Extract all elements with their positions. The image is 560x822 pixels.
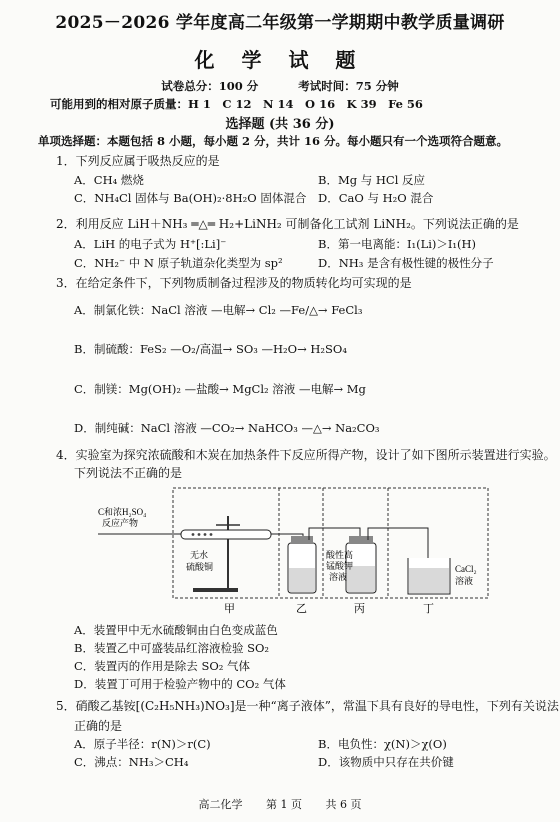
- footer-total: 共 6 页: [325, 798, 362, 811]
- q4-option-c: C．装置丙的作用是除去 SO₂ 气体: [74, 659, 251, 673]
- label-kmno4: 酸性高: [326, 550, 354, 560]
- label-jia: 甲: [224, 603, 235, 615]
- q5-stem: 5．硝酸乙基铵[(C₂H₅NH₃)NO₃]是一种“离子液体”，常温下具有良好的导电性，下列有关说法: [56, 699, 559, 713]
- q1-option-c: C．NH₄Cl 固体与 Ba(OH)₂·8H₂O 固体混合: [74, 191, 307, 205]
- q3-option-a: A．制氯化铁：NaCl 溶液 —电解→ Cl₂ —Fe/△→ FeCl₃: [74, 303, 363, 317]
- section-title: 选择题 (共 36 分): [225, 117, 335, 132]
- exam-meta: [0, 78, 560, 94]
- q4-stem: 4．实验室为探究浓硫酸和木炭在加热条件下反应所得产物，设计了如下图所示装置进行实验。: [56, 448, 556, 462]
- stopper-yi: [291, 536, 313, 544]
- label-kmno4-2: 锰酸钾: [326, 561, 354, 571]
- q3-stem: 3．在给定条件下，下列物质制备过程涉及的物质转化均可实现的是: [56, 276, 412, 290]
- label-cacl2: CaCl₂: [455, 564, 477, 574]
- q5-option-d: D．该物质中只存在共价键: [318, 755, 454, 769]
- q1-option-d: D．CaO 与 H₂O 混合: [318, 191, 434, 205]
- label-yi: 乙: [296, 603, 307, 615]
- exam-time: 考试时间：75 分钟: [298, 79, 399, 93]
- atomic-masses: 可能用到的相对原子质量：H 1 C 12 N 14 O 16 K 39 Fe 56: [50, 97, 423, 111]
- q2-option-a: A．LiH 的电子式为 H⁺[:Li]⁻: [74, 237, 227, 251]
- drying-tube: [181, 530, 271, 539]
- q2-stem: 2．利用反应 LiH＋NH₃ ═△═ H₂+LiNH₂ 可制备化工试剂 LiNH₂。下列说法正确的是: [56, 217, 519, 231]
- label-ding: 丁: [423, 603, 434, 615]
- stand-base: [193, 588, 238, 592]
- q3-option-b: B．制硫酸：FeS₂ —O₂/高温→ SO₃ —H₂O→ H₂SO₄: [74, 342, 347, 356]
- q1-stem: 1．下列反应属于吸热反应的是: [56, 154, 220, 168]
- q2-option-c: C．NH₂⁻ 中 N 原子轨道杂化类型为 sp²: [74, 256, 283, 270]
- footer-page: 第 1 页: [266, 798, 302, 811]
- q4-option-d: D．装置丁可用于检验产物中的 CO₂ 气体: [74, 677, 286, 691]
- label-kmno4-3: 溶液: [329, 572, 348, 582]
- q4-option-b: B．装置乙中可盛装品红溶液检验 SO₂: [74, 641, 270, 655]
- q1-option-b: B．Mg 与 HCl 反应: [318, 173, 426, 187]
- label-cuso4: 无水: [190, 550, 209, 560]
- q5-option-c: C．沸点：NH₃＞CH₄: [74, 755, 189, 769]
- q4-option-a: A．装置甲中无水硫酸铜由白色变成蓝色: [74, 623, 278, 637]
- q5-option-b: B．电负性：χ(N)＞χ(O): [318, 737, 447, 751]
- exam-title: 2025－2026 学年度高二年级第一学期期中教学质量调研: [55, 13, 505, 33]
- label-reactant: C和浓H₂SO₄: [98, 507, 147, 517]
- label-bing: 丙: [354, 603, 365, 615]
- q1-option-a: A．CH₄ 燃烧: [74, 173, 144, 187]
- label-cacl2-2: 溶液: [455, 576, 474, 586]
- subject-title: 化 学 试 题: [194, 48, 366, 72]
- total-score: 试卷总分：100 分: [161, 79, 259, 93]
- q2-option-d: D．NH₃ 是含有极性键的极性分子: [318, 256, 494, 270]
- q5-stem-2: 正确的是: [74, 719, 123, 733]
- q2-option-b: B．第一电离能：I₁(Li)＞I₁(H): [318, 237, 477, 251]
- label-cuso4-2: 硫酸铜: [186, 562, 214, 572]
- apparatus-diagram: [98, 468, 502, 618]
- liquid-ding: [409, 568, 449, 593]
- footer-subject: 高二化学: [198, 798, 243, 811]
- q3-option-c: C．制镁：Mg(OH)₂ —盐酸→ MgCl₂ 溶液 —电解→ Mg: [74, 382, 366, 396]
- stopper-bing: [349, 536, 373, 544]
- label-reactant-2: 反应产物: [102, 518, 139, 528]
- q3-option-d: D．制纯碱：NaCl 溶液 —CO₂→ NaHCO₃ —△→ Na₂CO₃: [74, 421, 380, 435]
- section-instructions: 单项选择题：本题包括 8 小题，每小题 2 分，共计 16 分。每小题只有一个选项符合题意。: [38, 134, 509, 148]
- liquid-yi: [289, 568, 315, 592]
- q5-option-a: A．原子半径：r(N)＞r(C): [74, 737, 211, 751]
- q4-stem-2: 下列说法不正确的是: [74, 466, 183, 480]
- page-footer: [0, 796, 560, 812]
